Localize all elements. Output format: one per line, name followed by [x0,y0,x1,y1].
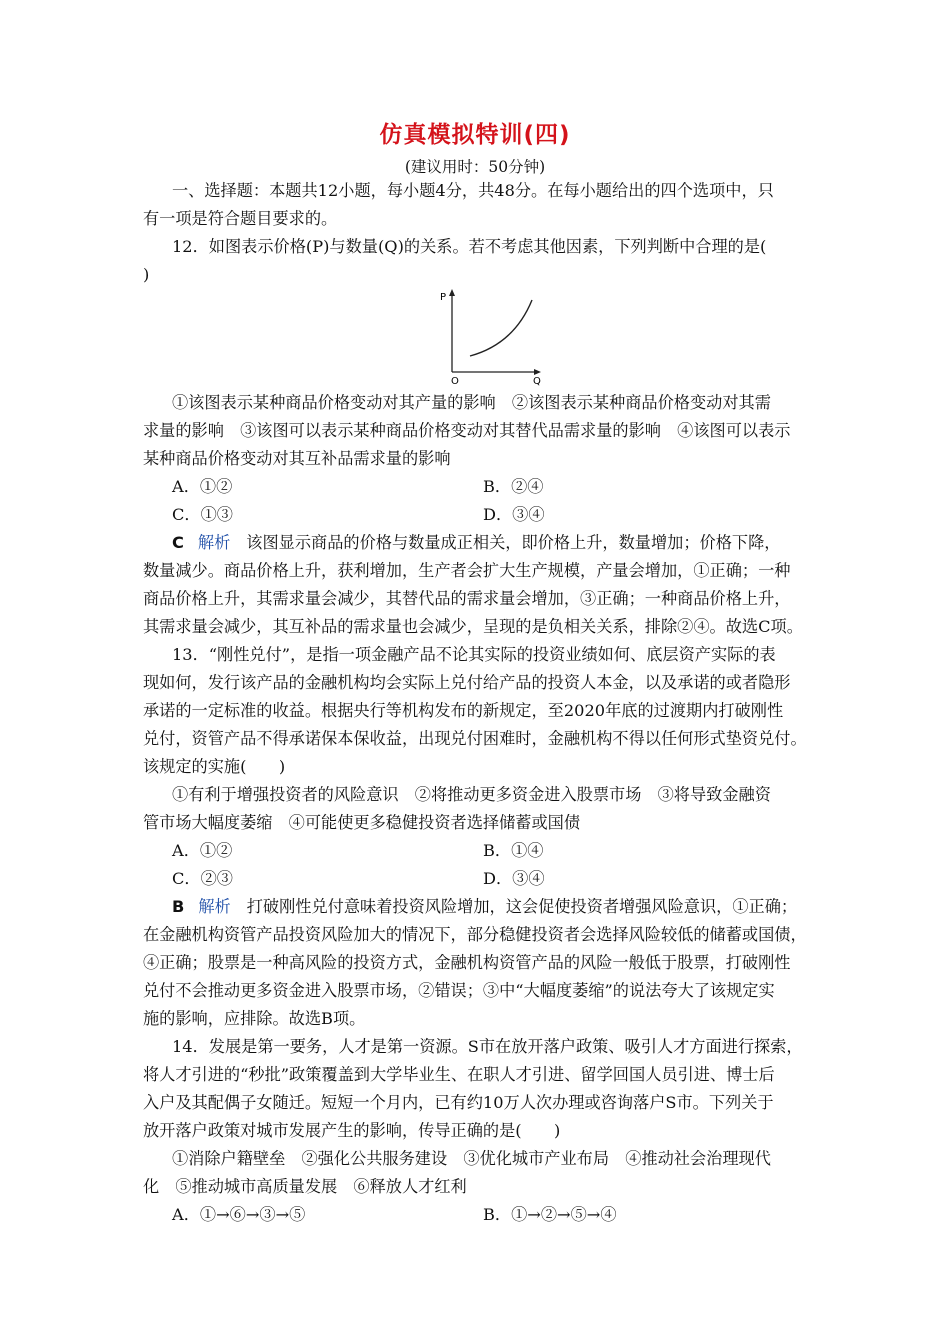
q12-analysis-line: 数量减少。商品价格上升，获利增加，生产者会扩大生产规模，产量会增加，①正确；一种 [143,561,791,580]
q12-analysis-text: 该图显示商品的价格与数量成正相关，即价格上升，数量增加；价格下降， [246,533,781,552]
x-axis-label: Q [533,376,541,387]
q12-stem-line: 12．如图表示价格(P)与数量(Q)的关系。若不考虑其他因素，下列判断中合理的是( [172,237,767,256]
q14-statement-line: 化 ⑤推动城市高质量发展 ⑥释放人才红利 [143,1177,467,1196]
q13-analysis-line: 在金融机构资管产品投资风险加大的情况下，部分稳健投资者会选择风险较低的储蓄或国债， [143,925,807,944]
q13-option-c: C．②③ [172,869,233,888]
q13-stem-line: 承诺的一定标准的收益。根据央行等机构发布的新规定，至2020年底的过渡期内打破刚性 [143,701,784,720]
q12-option-a: A．①② [172,477,233,496]
q14-option-b: B．①→②→⑤→④ [483,1205,617,1224]
q14-stem-line: 将人才引进的“秒批”政策覆盖到大学毕业生、在职人才引进、留学回国人员引进、博士后 [143,1065,775,1084]
q13-option-d: D．③④ [483,869,545,888]
price-quantity-graph [436,284,556,388]
q12-option-d: D．③④ [483,505,545,524]
q13-statement-line: ①有利于增强投资者的风险意识 ②将推动更多资金进入股票市场 ③将导致金融资 [172,785,771,804]
origin-label: O [451,376,459,387]
q13-option-b: B．①④ [483,841,544,860]
q12-option-c: C．①③ [172,505,233,524]
q14-stem-line: 放开落户政策对城市发展产生的影响，传导正确的是( ) [143,1121,561,1140]
section-intro-line: 有一项是符合题目要求的。 [143,209,338,228]
q13-stem-line: 兑付，资管产品不得承诺保本保收益，出现兑付困难时，金融机构不得以任何形式垫资兑付。 [143,729,807,748]
supply-curve [470,300,532,356]
analysis-label: 解析 [197,533,231,552]
q13-stem-line: 现如何，发行该产品的金融机构均会实际上兑付给产品的投资人本金，以及承诺的或者隐形 [143,673,791,692]
q12-stem-line: ) [143,265,150,284]
q13-analysis-text: 打破刚性兑付意味着投资风险增加，这会促使投资者增强风险意识，①正确； [246,897,798,916]
q14-statement-line: ①消除户籍壁垒 ②强化公共服务建设 ③优化城市产业布局 ④推动社会治理现代 [172,1149,771,1168]
q14-stem-line: 14．发展是第一要务，人才是第一资源。S市在放开落户政策、吸引人才方面进行探索， [172,1037,803,1056]
page-title: 仿真模拟特训(四) [379,122,571,148]
q12-statement-line: 某种商品价格变动对其互补品需求量的影响 [143,449,451,468]
y-axis-arrow [449,289,455,296]
q12-answer: C [172,533,184,552]
analysis-label: 解析 [198,897,231,916]
x-axis-arrow [534,369,541,375]
q13-stem-line: 13．“刚性兑付”，是指一项金融产品不论其实际的投资业绩如何、底层资产实际的表 [172,645,776,664]
q13-analysis-line: 施的影响，应排除。故选B项。 [143,1009,366,1028]
q13-analysis-line: 兑付不会推动更多资金进入股票市场，②错误；③中“大幅度萎缩”的说法夸大了该规定实 [143,981,775,1000]
q12-statement-line: 求量的影响 ③该图可以表示某种商品价格变动对其替代品需求量的影响 ④该图可以表示 [143,421,791,440]
q14-stem-line: 入户及其配偶子女随迁。短短一个月内，已有约10万人次办理或咨询落户S市。下列关于 [143,1093,774,1112]
q13-stem-line: 该规定的实施( ) [143,757,286,776]
q12-option-b: B．②④ [483,477,544,496]
q13-answer: B [172,897,185,916]
y-axis-label: P [440,292,447,303]
q12-analysis-line: 商品价格上升，其需求量会减少，其替代品的需求量会增加，③正确；一种商品价格上升， [143,589,791,608]
q13-statement-line: 管市场大幅度萎缩 ④可能使更多稳健投资者选择储蓄或国债 [143,813,581,832]
time-suggestion: (建议用时：50分钟) [404,158,546,176]
q13-analysis-line: ④正确；股票是一种高风险的投资方式，金融机构资管产品的风险一般低于股票，打破刚性 [143,953,791,972]
q12-analysis-line [172,532,780,554]
section-intro-line: 一、选择题：本题共12小题，每小题4分，共48分。在每小题给出的四个选项中，只 [172,181,774,200]
q12-analysis-line: 其需求量会减少，其互补品的需求量也会减少，呈现的是负相关关系，排除②④。故选C项。 [143,617,803,636]
q14-option-a: A．①→⑥→③→⑤ [172,1205,306,1224]
q12-statement-line: ①该图表示某种商品价格变动对其产量的影响 ②该图表示某种商品价格变动对其需 [172,393,771,412]
q13-analysis-line [172,896,797,918]
q13-option-a: A．①② [172,841,233,860]
